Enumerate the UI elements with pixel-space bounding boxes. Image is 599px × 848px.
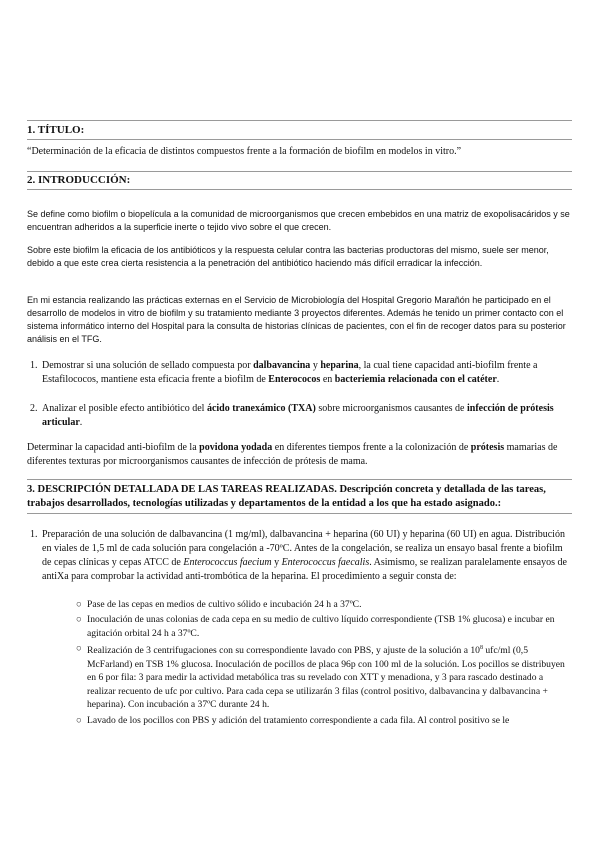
list-number: 1. [30,360,38,371]
text-run-bold: infección de prótesis articular [42,403,554,428]
procedure-step [76,598,572,612]
titulo-text: “Determinación de la eficacia de distintos compuestos frente a la formación de biofilm en modelos in vitro.” [27,146,462,157]
section-divider [27,479,572,480]
text-run-bold: dalbavancina [253,360,311,371]
text-run: . [496,374,500,385]
text-run: mamarias de diferentes texturas por microorganismos causantes de infección de prótesis de mama. [27,442,558,467]
section-divider [27,120,572,121]
text-run: , la cual tiene capacidad anti-biofilm frente a Estafilococos, mantiene esta eficacia frente a biofilm de [42,360,538,385]
section-divider [27,189,572,190]
text-run-bold: povidona yodada [199,442,273,453]
text-run-bold: bacteriemia relacionada con el catéter [334,374,497,385]
section-heading-descripcion [27,483,572,511]
text-run: . [79,417,83,428]
step-text: Lavado de los pocillos con PBS y adición del tratamiento correspondiente a cada fila. Al control positivo se le [87,715,510,726]
text-run: Determinar la capacidad anti-biofilm de la [27,442,200,453]
section-divider [27,513,572,514]
text-run-bold: Enterococos [268,374,321,385]
heading-main: 3. DESCRIPCIÓN DETALLADA DE LAS TAREAS REALIZADAS. [27,484,337,495]
bullet-circle-icon: ○ [76,599,82,610]
task-item-1 [30,528,572,584]
objective-item-2 [30,402,572,430]
text-run: Demostrar si una solución de sellado compuesta por [42,360,254,371]
step-text: Inoculación de unas colonias de cada cepa en su medio de cultivo líquido correspondiente (TSB 1% glucosa) e incubar en agitación orbital 24 h a 37ºC. [87,614,555,639]
intro-paragraph-2: Sobre este biofilm la eficacia de los antibióticos y la respuesta celular contra las bacterias productoras del mismo, suele ser menor, debido a que este crea cierta resistencia a la penetración del antibiótico haciendo más difícil erradicar la infección. [27,245,549,268]
text-run-bold: prótesis [470,442,505,453]
text-run: y [271,557,282,568]
section-heading-titulo: 1. TÍTULO: [27,124,85,136]
bullet-circle-icon: ○ [76,614,82,625]
section-heading-introduccion: 2. INTRODUCCIÓN: [27,174,131,186]
section-divider [27,139,572,140]
text-run-bold: ácido tranexámico (TXA) [206,403,316,414]
text-run-bold: heparina [320,360,359,371]
bullet-circle-icon: ○ [76,643,82,654]
bullet-circle-icon: ○ [76,715,82,726]
text-run: en diferentes tiempos frente a la colonización de [272,442,471,453]
section-divider [27,171,572,172]
intro-paragraph-3: En mi estancia realizando las prácticas externas en el Servicio de Microbiología del Hospital Gregorio Marañón he participado en el desarrollo de modelos in vitro de biofilm y su tratamiento mediante 3 proyectos diferentes. Además he tenido un primer contacto con el sistema informático interno del Hospital para la consulta de historias clínicas de pacientes, con el fin de recoger datos para su posterior análisis en el TFG. [27,295,566,344]
text-run-italic: Enterococcus faecium [183,557,272,568]
intro-paragraph-1: Se define como biofilm o biopelícula a la comunidad de microorganismos que crecen embebidos en una matriz de exopolisacáridos y se encuentran adheridos a la superficie inerte o tejido vivo sobre el que crecen. [27,209,570,232]
text-run: sobre microorganismos causantes de [315,403,467,414]
text-run: y [310,360,321,371]
heading-rest: Descripción concreta y detallada de las tareas, trabajos desarrollados, tecnologías utilizadas y departamentos de la entidad a los que ha estado asignado.: [27,484,546,509]
superscript: 8 [479,645,483,651]
step-text: Realización de 3 centrifugaciones con su correspondiente lavado con PBS, y ajuste de la solución a 10 [87,645,480,657]
text-run: . Asimismo, se realizan paralelamente ensayos de antiXa para comprobar la actividad anti-trombótica de la heparina. El procedimiento a seguir consta de: [42,557,567,582]
list-number: 1. [30,529,38,540]
text-run: en [320,374,335,385]
text-run-italic: Enterococcus faecalis [281,557,370,568]
step-text: ufc/ml (0,5 McFarland) en TSB 1% glucosa. Inoculación de pocillos de placa 96p con 100 ml de la solución. Los pocillos se distribuyen en 6 por fila: 3 para medir la actividad metabólica tras su revelado con XTT y menadiona, y 3 para rascado destinado a realizar recuento de ufc por cultivo. Para cada cepa se utilizarán 3 filas (control positivo, dalbavancina y dalbavancina + heparina). Con incubación a 37ºC durante 24 h. [87,645,565,711]
procedure-step [76,642,572,712]
text-run: Analizar el posible efecto antibiótico del [42,403,207,414]
intro-paragraph-4 [27,441,572,469]
procedure-step [76,714,572,728]
objective-item-1 [30,359,572,387]
step-text: Pase de las cepas en medios de cultivo sólido e incubación 24 h a 37ºC. [87,599,362,610]
procedure-step [76,613,572,640]
text-run: Preparación de una solución de dalbavancina (1 mg/ml), dalbavancina + heparina (60 UI) y heparina (60 UI) en agua. Distribución en viales de 1,5 ml de cada solución para congelación a -70ºC. Antes de la congelación, se realiza un ensayo basal frente a biofilm de cepas clínicas y cepas ATCC de [42,529,565,568]
list-number: 2. [30,403,38,414]
